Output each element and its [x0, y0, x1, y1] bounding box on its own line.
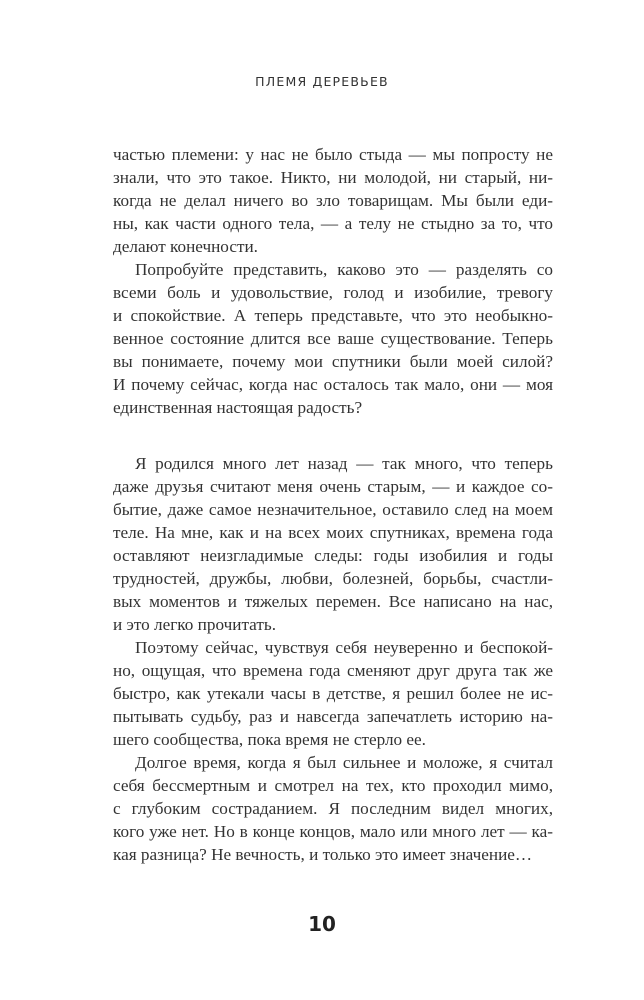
paragraph — [113, 452, 553, 636]
text-line: но, ощущая, что времена года сменяют друг друга так же — [113, 661, 553, 680]
text-line: шего сообщества, пока время не стерло ее. — [113, 730, 426, 749]
text-line: Попробуйте представить, каково это — разделять со — [135, 260, 553, 279]
text-line: ны, как части одного тела, — а телу не стыдно за то, что — [113, 214, 553, 233]
text-line: и спокойствие. А теперь представьте, что это необыкно- — [113, 306, 553, 325]
page-number: 10 — [308, 912, 336, 936]
text-line: когда не делал ничего во зло товарищам. Мы были еди- — [113, 191, 553, 210]
text-line: частью племени: у нас не было стыда — мы попросту не — [113, 145, 553, 164]
text-line: Долгое время, когда я был сильнее и моложе, я считал — [135, 753, 553, 772]
text-line: оставляют неизгладимые следы: годы изобилия и годы — [113, 546, 553, 565]
text-line: пытывать судьбу, раз и навсегда запечатлеть историю на- — [113, 707, 553, 726]
text-line: теле. На мне, как и на всех моих спутниках, времена года — [113, 523, 553, 542]
body-text — [113, 143, 553, 866]
text-line: знали, что это такое. Никто, ни молодой, ни старый, ни- — [113, 168, 553, 187]
text-line: быстро, как утекали часы в детстве, я решил более не ис- — [113, 684, 553, 703]
text-line: и это легко прочитать. — [113, 615, 277, 634]
paragraph — [113, 258, 553, 419]
paragraph — [113, 751, 553, 866]
text-line: кая разница? Не вечность, и только это имеет значение… — [113, 845, 533, 864]
text-line: единственная настоящая радость? — [113, 398, 363, 417]
paragraph — [113, 636, 553, 751]
text-line: делают конечности. — [113, 237, 258, 256]
text-line: кого уже нет. Но в конце концов, мало или много лет — ка- — [113, 822, 553, 841]
text-line: всеми боль и удовольствие, голод и изобилие, тревогу — [113, 283, 553, 302]
text-line: с глубоким состраданием. Я последним видел многих, — [113, 799, 553, 818]
text-line: вы понимаете, почему мои спутники были моей силой? — [113, 352, 553, 371]
text-line: трудностей, дружбы, любви, болезней, борьбы, счастли- — [113, 569, 553, 588]
text-line: себя бессмертным и смотрел на тех, кто проходил мимо, — [113, 776, 553, 795]
text-line: даже друзья считают меня очень старым, — и каждое со- — [113, 477, 553, 496]
text-line: Я родился много лет назад — так много, что теперь — [135, 454, 553, 473]
text-line: И почему сейчас, когда нас осталось так мало, они — моя — [113, 375, 553, 394]
paragraph — [113, 143, 553, 258]
text-line: вых моментов и тяжелых перемен. Все написано на нас, — [113, 592, 553, 611]
text-line: бытие, даже самое незначительное, оставило след на моем — [113, 500, 553, 519]
text-line: Поэтому сейчас, чувствуя себя неуверенно и беспокой- — [135, 638, 553, 657]
text-line: венное состояние длится все ваше существование. Теперь — [113, 329, 553, 348]
running-header: ПЛЕМЯ ДЕРЕВЬЕВ — [255, 74, 389, 89]
